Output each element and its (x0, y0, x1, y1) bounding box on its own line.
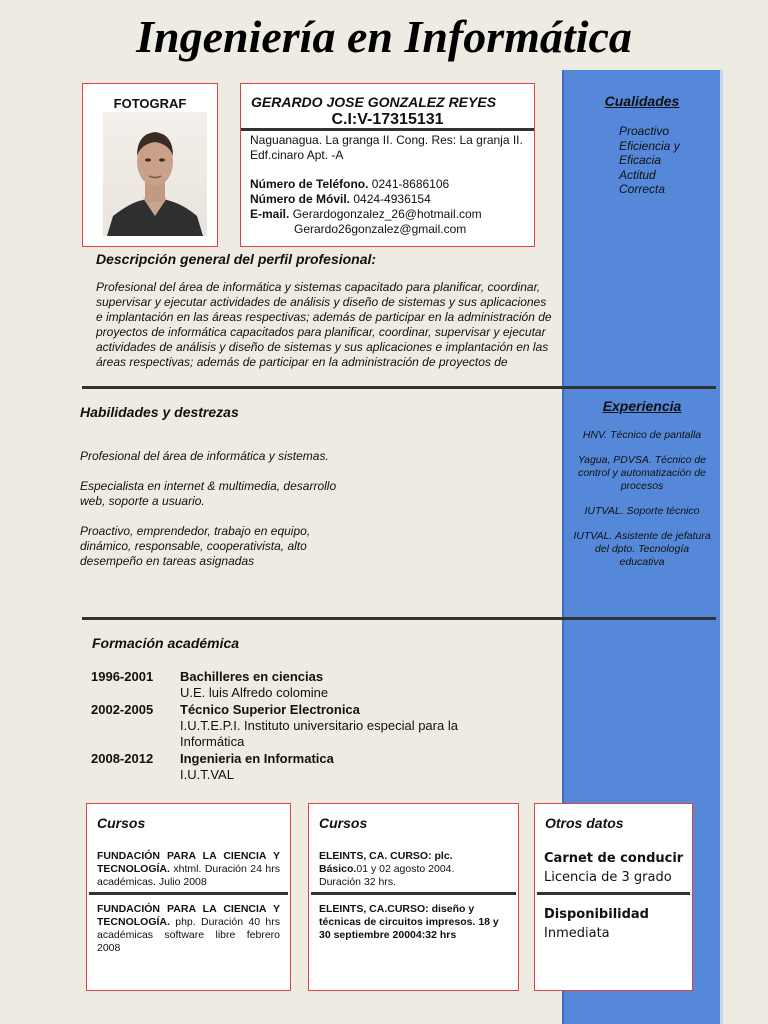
edu-years: 2002-2005 (91, 702, 154, 717)
edu-years: 2008-2012 (91, 751, 154, 766)
edu-title: Ingenieria en Informatica (180, 751, 334, 766)
full-name: GERARDO JOSE GONZALEZ REYES (251, 94, 497, 110)
course-detail: 01 y 02 agosto 2004. Duración 32 hrs. (319, 863, 455, 888)
phone-value: 0241-8686106 (371, 177, 450, 191)
phone-label: Número de Teléfono. (250, 177, 369, 191)
experience-heading: Experiencia (602, 398, 682, 414)
course-detail: php. Duración 40 hrs académicas software libre febrero 2008 (97, 916, 280, 954)
quality-item: Actitud (619, 167, 656, 182)
qualities-heading: Cualidades (604, 93, 680, 109)
course-detail: xhtml. Duración 24 hrs académicas. Julio 2008 (97, 863, 280, 888)
id-number: C.I:V-17315131 (331, 111, 444, 128)
availability-value: Inmediata (544, 926, 610, 941)
course-item (319, 850, 499, 889)
page-title: Ingeniería en Informática (136, 11, 632, 62)
course-item (97, 850, 280, 889)
address: Naguanagua. La granga II. Cong. Res: La granja II. Edf.cinaro Apt. -A (250, 133, 523, 162)
quality-item: Eficiencia y (619, 138, 680, 153)
section-divider (82, 617, 716, 620)
contact-box (240, 83, 535, 247)
divider (537, 892, 690, 895)
skill-item: Profesional del área de informática y sistemas. (80, 449, 329, 463)
courses-box-2 (308, 803, 519, 991)
other-heading: Otros datos (545, 815, 624, 831)
experience-item: IUTVAL. Asistente de jefatura del dpto. Tecnología educativa (573, 530, 711, 568)
email-value: Gerardogonzalez_26@hotmail.com (292, 207, 482, 221)
quality-item: Correcta (619, 182, 666, 196)
quality-item: Eficacia (619, 153, 662, 167)
photo-box (82, 83, 218, 247)
edu-title: Bachilleres en ciencias (180, 669, 324, 684)
qualities-list (619, 124, 680, 197)
course-provider: FUNDACIÓN PARA LA CIENCIA Y TECNOLOGÍA. (97, 850, 280, 875)
email-label: E-mail. (250, 207, 290, 221)
edu-institution: I.U.T.VAL (180, 767, 234, 782)
availability-label: Disponibilidad (544, 907, 649, 922)
experience-item: HNV. Técnico de pantalla (582, 429, 702, 441)
skill-item: Especialista en internet & multimedia, desarrollo web, soporte a usuario. (80, 479, 337, 508)
experience-item: IUTVAL. Soporte técnico (584, 505, 700, 517)
license-label: Carnet de conducir (544, 851, 684, 866)
other-data-box (534, 803, 693, 991)
license-value: Licencia de 3 grado (544, 870, 672, 885)
photo-label: FOTOGRAF (113, 96, 187, 111)
profile-heading: Descripción general del perfil profesional: (96, 251, 377, 267)
skill-item: Proactivo, emprendedor, trabajo en equipo, dinámico, responsable, cooperativista, alto desempeño en tareas asignadas (80, 524, 311, 568)
divider (89, 892, 288, 895)
experience-item: Yagua, PDVSA. Técnico de control y automatización de procesos (577, 454, 707, 492)
profile-photo (103, 112, 207, 236)
section-divider (82, 386, 716, 389)
edu-years: 1996-2001 (91, 669, 154, 684)
skills-heading: Habilidades y destrezas (80, 404, 239, 420)
edu-title: Técnico Superior Electronica (180, 702, 360, 717)
courses-heading: Cursos (319, 815, 368, 831)
courses-box-1 (86, 803, 291, 991)
course-item (319, 903, 499, 942)
mobile-label: Número de Móvil. (250, 192, 351, 206)
course-provider: FUNDACIÓN PARA LA CIENCIA Y TECNOLOGÍA. (97, 903, 280, 928)
edu-institution: U.E. luis Alfredo colomine (180, 685, 329, 700)
course-provider: ELEINTS, CA. CURSO: plc. Básico. (319, 850, 453, 875)
edu-institution: I.U.T.E.P.I. Instituto universitario especial para la Informática (180, 718, 458, 749)
course-provider: ELEINTS, CA.CURSO: diseño y técnicas de circuitos impresos. 18 y 30 septiembre 20004:32 hrs (319, 903, 499, 941)
divider (241, 128, 534, 131)
profile-text: Profesional del área de informática y sistemas capacitado para planificar, coordinar, supervisar y ejecutar actividades de análisis y diseño de sistemas y sus aplicaciones e implantación en las áreas respectivas; además de participar en la administración de proyectos de informática capacitados para planificar, coordinar, supervisar y ejecutar actividades de análisis y diseño de sistemas y sus aplicaciones e implantación en las áreas respectivas; además de participar en la administración de proyectos de (96, 280, 552, 369)
divider (311, 892, 516, 895)
contact-details (250, 133, 528, 237)
quality-item: Proactivo (619, 124, 670, 138)
mobile-value: 0424-4936154 (353, 192, 431, 206)
email-value: Gerardo26gonzalez@gmail.com (294, 222, 467, 236)
courses-heading: Cursos (97, 815, 146, 831)
skills-list (80, 449, 355, 569)
course-item (97, 903, 280, 955)
experience-list (572, 429, 712, 581)
education-heading: Formación académica (92, 635, 240, 651)
